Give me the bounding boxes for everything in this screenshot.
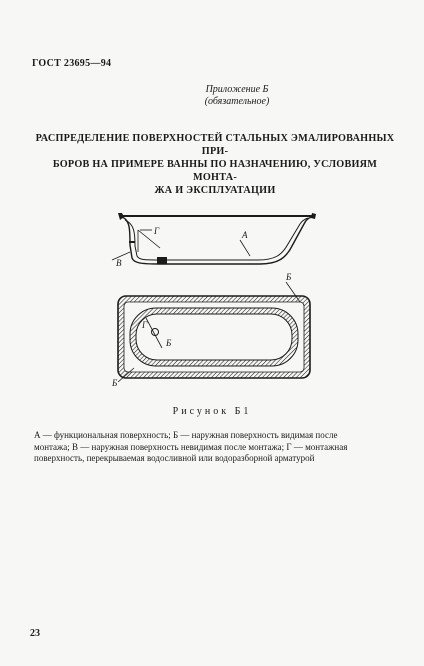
label-g: Г bbox=[154, 226, 160, 236]
figure-legend bbox=[34, 430, 398, 465]
legend-line-1: А — функциональная поверхность; Б — наружная поверхность видимая после bbox=[34, 430, 338, 440]
title-line-2: БОРОВ НА ПРИМЕРЕ ВАННЫ ПО НАЗНАЧЕНИЮ, УСЛОВИЯМ МОНТА- bbox=[52, 159, 378, 183]
label-v-side: В bbox=[116, 258, 122, 268]
label-b-top: Б bbox=[286, 272, 292, 282]
page-number: 23 bbox=[30, 628, 40, 639]
bathtub-figure bbox=[100, 200, 340, 400]
standard-header: ГОСТ 23695—94 bbox=[32, 58, 112, 69]
legend-line-3: поверхность, перекрываемая водосливной или водоразборной арматурой bbox=[34, 453, 315, 463]
title-line-3: ЖА И ЭКСПЛУАТАЦИИ bbox=[154, 185, 276, 196]
annex-heading bbox=[0, 84, 424, 108]
annex-title: Приложение Б bbox=[205, 84, 269, 95]
title-line-1: РАСПРЕДЕЛЕНИЕ ПОВЕРХНОСТЕЙ СТАЛЬНЫХ ЭМАЛИРОВАННЫХ ПРИ- bbox=[35, 133, 395, 157]
bath-side-section bbox=[112, 213, 316, 268]
label-b-bottom: Б bbox=[112, 378, 118, 388]
figure-caption: Рисунок Б1 bbox=[172, 406, 252, 417]
label-g-plan: Г bbox=[142, 320, 148, 330]
label-a: А bbox=[242, 230, 248, 240]
bath-plan-view bbox=[111, 272, 310, 388]
label-b-plan: Б bbox=[166, 338, 172, 348]
legend-line-2: монтажа; В — наружная поверхность невидимая после монтажа; Г — монтажная bbox=[34, 441, 348, 452]
annex-status: (обязательное) bbox=[204, 96, 270, 107]
section-title bbox=[34, 132, 396, 197]
